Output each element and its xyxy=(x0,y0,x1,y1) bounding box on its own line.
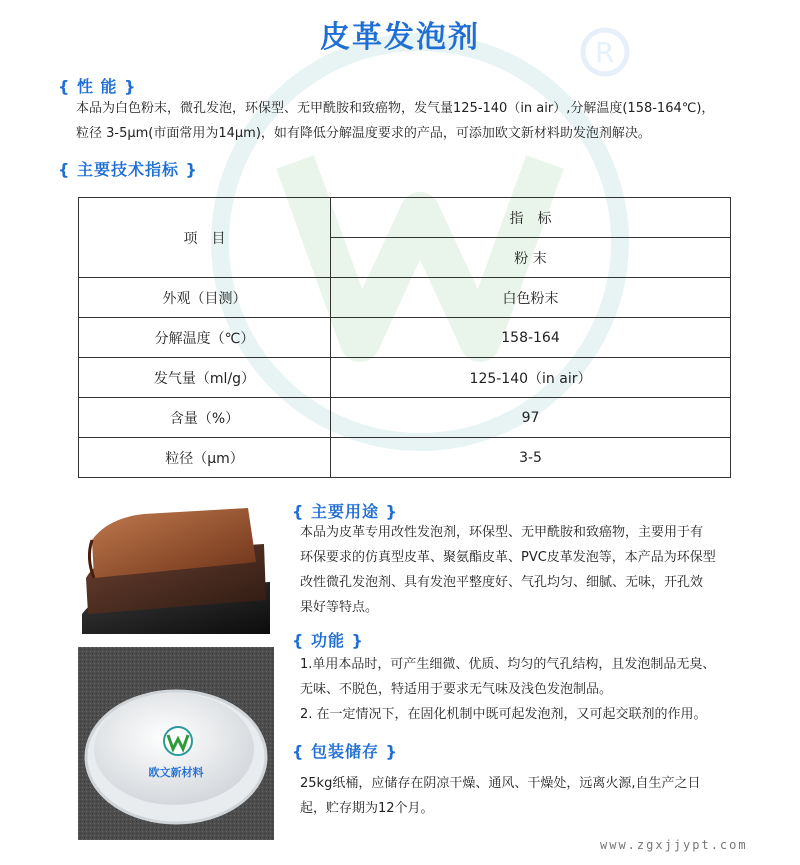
uses-line: 环保要求的仿真型皮革、聚氨酯皮革、PVC皮革发泡等，本产品为环保型 xyxy=(300,550,716,565)
row-value: 3-5 xyxy=(331,438,731,478)
storage-heading: { 包装储存 } xyxy=(292,742,398,761)
performance-heading: { 性 能 } xyxy=(58,77,137,96)
row-item: 外观（目测） xyxy=(79,278,331,318)
powder-photo xyxy=(78,647,274,840)
row-item: 分解温度（℃） xyxy=(79,318,331,358)
row-value: 158-164 xyxy=(331,318,731,358)
functions-heading: { 功能 } xyxy=(292,631,364,650)
svg-text:R: R xyxy=(595,36,615,69)
performance-text xyxy=(76,96,796,146)
row-value: 97 xyxy=(331,398,731,438)
uses-line: 改性微孔发泡剂、具有发泡平整度好、气孔均匀、细腻、无味，开孔效 xyxy=(300,575,704,590)
item-header: 项 目 xyxy=(79,198,331,278)
table-row xyxy=(79,398,731,438)
performance-line: 粒径 3-5μm(市面常用为14μm)，如有降低分解温度要求的产品，可添加欧文新材料助发泡剂解决。 xyxy=(76,126,651,141)
functions-text xyxy=(300,652,780,727)
row-item: 粒径（μm） xyxy=(79,438,331,478)
row-value: 125-140（in air） xyxy=(331,358,731,398)
row-item: 发气量（ml/g） xyxy=(79,358,331,398)
spec-table xyxy=(78,197,731,478)
photo-brand-label: 欧文新材料 xyxy=(148,766,204,779)
powder-dish-icon xyxy=(78,647,274,840)
uses-line: 本品为皮革专用改性发泡剂，环保型、无甲酰胺和致癌物，主要用于有 xyxy=(300,525,704,540)
specs-heading: { 主要技术指标 } xyxy=(58,160,198,179)
index-subheader: 粉 末 xyxy=(331,238,731,278)
table-row xyxy=(79,278,731,318)
leather-photo xyxy=(78,496,274,636)
leather-stack-icon xyxy=(78,496,274,636)
table-row xyxy=(79,318,731,358)
functions-line: 2. 在一定情况下，在固化机制中既可起发泡剂，又可起交联剂的作用。 xyxy=(300,707,707,722)
site-footer: www.zgxjjypt.com xyxy=(600,838,748,852)
functions-line: 1.单用本品时，可产生细微、优质、均匀的气孔结构，且发泡制品无臭、 xyxy=(300,657,716,672)
uses-text xyxy=(300,520,780,620)
functions-line: 无味、不脱色，特适用于要求无气味及浅色发泡制品。 xyxy=(300,682,613,697)
storage-text xyxy=(300,771,780,821)
table-row xyxy=(79,438,731,478)
table-row xyxy=(79,358,731,398)
storage-line: 起，贮存期为12个月。 xyxy=(300,801,434,816)
uses-line: 果好等特点。 xyxy=(300,600,379,615)
row-item: 含量（%） xyxy=(79,398,331,438)
uses-heading: { 主要用途 } xyxy=(292,502,398,521)
index-header: 指 标 xyxy=(331,198,731,238)
performance-line: 本品为白色粉末，微孔发泡，环保型、无甲酰胺和致癌物，发气量125-140（in air）,分解温度(158-164℃)， xyxy=(76,101,715,116)
page-title: 皮革发泡剂 xyxy=(320,20,480,55)
storage-line: 25kg纸桶，应储存在阴凉干燥、通风、干燥处，远离火源,自生产之日 xyxy=(300,776,701,791)
row-value: 白色粉末 xyxy=(331,278,731,318)
